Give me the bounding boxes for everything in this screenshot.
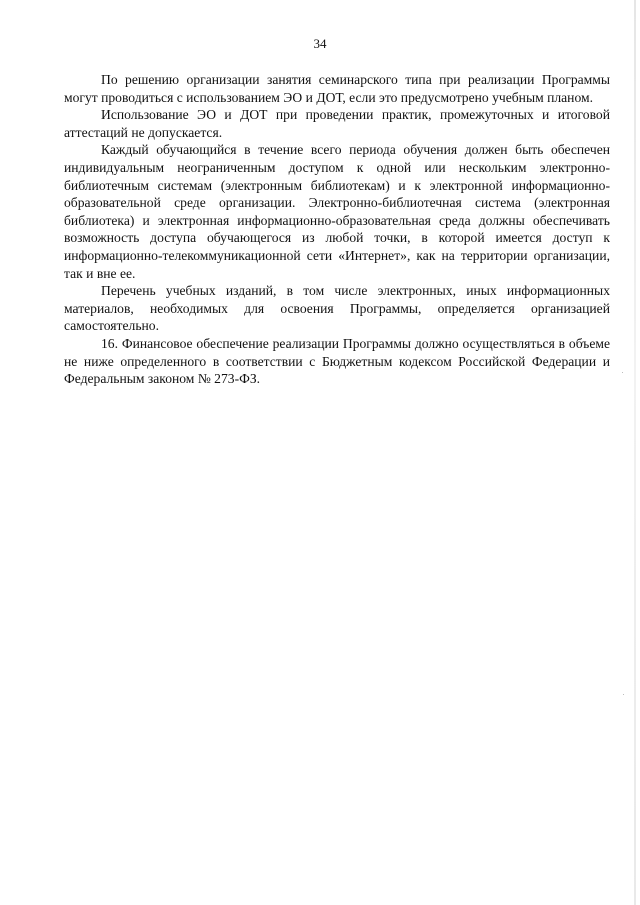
page-number: 34	[313, 36, 327, 51]
paragraph-library-access: Каждый обучающийся в течение всего периода обучения должен быть обеспечен индивидуальным неограниченным доступом к одной или нескольким электронно-библиотечным системам (электронным библиотекам) и к электронной информационно-образовательной среде организации. Электронно-библиотечная система (электронная библиотека) и электронная информационно-образовательная среда должны обеспечивать возможность доступа обучающегося из любой точки, в которой имеется доступ к информационно-телекоммуникационной сети «Интернет», как на территории организации, так и вне ее.	[64, 142, 610, 281]
body-text	[64, 71, 610, 388]
scan-edge-shadow	[634, 0, 636, 905]
scan-speck	[623, 694, 624, 695]
paragraph-study-materials: Перечень учебных изданий, в том числе электронных, иных информационных материалов, необходимых для освоения Программы, определяется организацией самостоятельно.	[64, 283, 610, 334]
scan-speck	[622, 372, 623, 373]
paragraph-financing: 16. Финансовое обеспечение реализации Программы должно осуществляться в объеме не ниже определенного в соответствии с Бюджетным кодексом Российской Федерации и Федеральным законом № 273-ФЗ.	[64, 335, 610, 387]
paragraph-seminar-classes: По решению организации занятия семинарского типа при реализации Программы могут проводиться с использованием ЭО и ДОТ, если это предусмотрено учебным планом.	[64, 72, 610, 105]
paragraph-practice-attestation: Использование ЭО и ДОТ при проведении практик, промежуточных и итоговой аттестаций не допускается.	[64, 107, 610, 140]
